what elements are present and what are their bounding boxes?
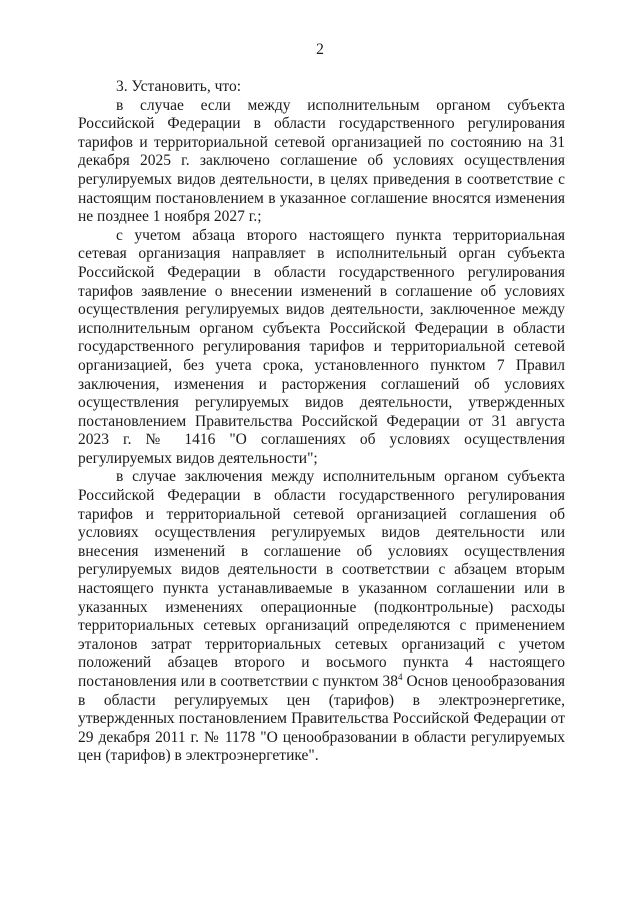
page-number: 2 [316,41,324,58]
paragraph-text-before-superscript: в случае заключения между исполнительным органом субъекта Российской Федерации в области государственного регулирования тарифов и территориальной сетевой организацией соглашения об условиях осуществления регулируемых видов деятельности или внесения изменений в соглашение об условиях осуществления регулируемых видов деятельности в соответствии с абзацем вторым настоящего пункта устанавливаемые в указанном соглашении или в указанных изменениях операционные (подконтрольные) расходы территориальных сетевых организаций определяются с применением эталонов затрат территориальных сетевых организаций с учетом положений абзацев второго и восьмого пункта 4 настоящего постановления или в соответствии с пунктом 38 [78,468,565,690]
paragraph-agreement-amendment-deadline: в случае если между исполнительным органом субъекта Российской Федерации в области государственного регулирования тарифов и территориальной сетевой организацией по состоянию на 31 декабря 2025 г. заключено соглашение об условиях осуществления регулируемых видов деятельности, в целях приведения в соответствие с настоящим постановлением в указанное соглашение вносятся изменения не позднее 1 ноября 2027 г.; [78,96,565,226]
paragraph-text-after-superscript: Основ ценообразования в области регулируемых цен (тарифов) в электроэнергетике, утвержденных постановлением Правительства Российской Федерации от 29 декабря 2011 г. № 1178 "О ценообразовании в области регулируемых цен (тарифов) в электроэнергетике". [78,673,565,765]
document-body [78,78,565,766]
paragraph-application-submission: с учетом абзаца второго настоящего пункта территориальная сетевая организация направляет в исполнительный орган субъекта Российской Федерации в области государственного регулирования тарифов заявление о внесении изменений в соглашение об условиях осуществления регулируемых видов деятельности, заключенное между исполнительным органом субъекта Российской Федерации в области государственного регулирования тарифов и территориальной сетевой организацией, без учета срока, установленного пунктом 7 Правил заключения, изменения и расторжения соглашений об условиях осуществления регулируемых видов деятельности, утвержденных постановлением Правительства Российской Федерации от 31 августа 2023 г. № 1416 "О соглашениях об условиях осуществления регулируемых видов деятельности"; [78,226,565,467]
paragraph-item-3-heading: 3. Установить, что: [116,78,242,95]
superscript-marker: 4 [398,671,403,682]
paragraph-operating-expenses [78,468,565,766]
